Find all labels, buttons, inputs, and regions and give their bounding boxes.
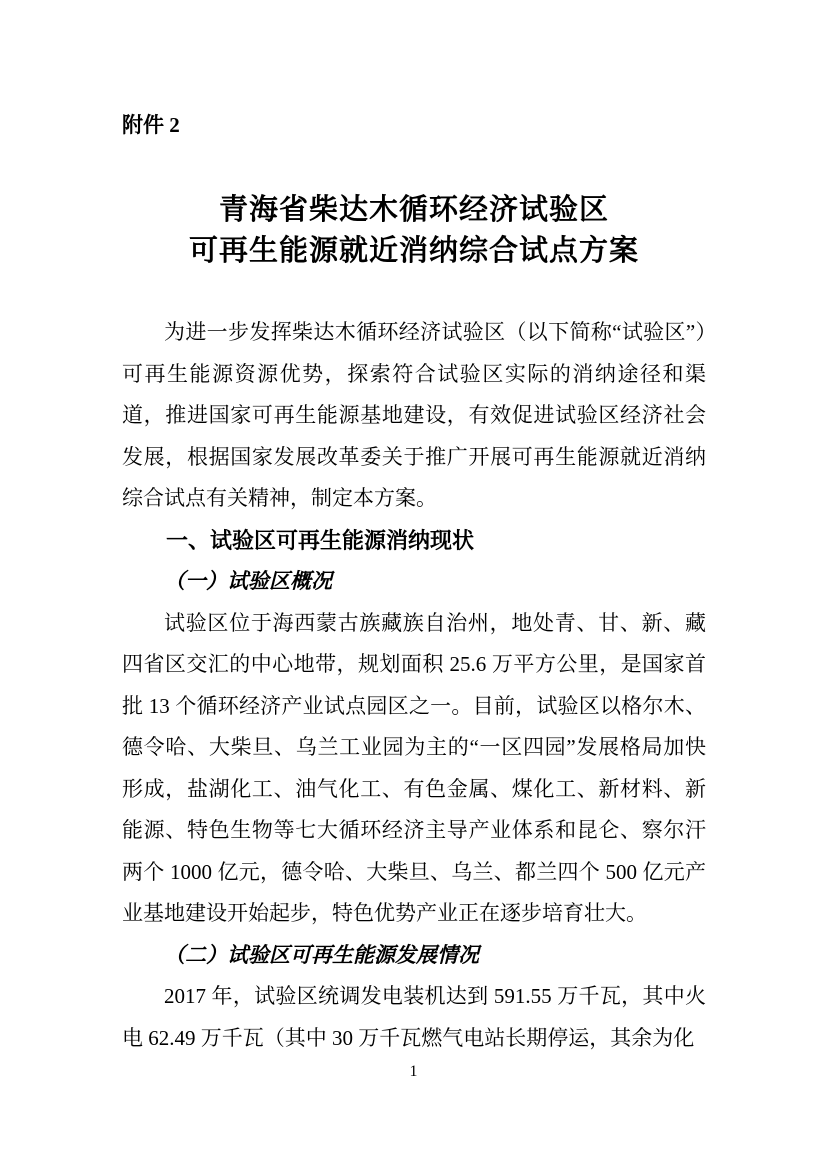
document-title-line2: 可再生能源就近消纳综合试点方案 — [188, 235, 639, 267]
document-content — [122, 112, 706, 1059]
paragraph-renewable-development: 2017 年，试验区统调发电装机达到 591.55 万千瓦，其中火电 62.49 万千瓦（其中 30 万千瓦燃气电站长期停运，其余为化 — [122, 984, 706, 1050]
subsection-heading-2: （二）试验区可再生能源发展情况 — [164, 942, 479, 967]
subsection-heading-1: （一）试验区概况 — [164, 569, 332, 593]
page-number: 1 — [409, 1063, 418, 1080]
document-body — [122, 312, 706, 1059]
paragraph-intro: 为进一步发挥柴达木循环经济试验区（以下简称“试验区”）可再生能源资源优势，探索符合试验区实际的消纳途径和渠道，推进国家可再生能源基地建设，有效促进试验区经济社会发展，根据国家发展改革委关于推广开展可再生能源就近消纳综合试点有关精神，制定本方案。 — [122, 320, 706, 510]
document-title-line1: 青海省柴达木循环经济试验区 — [218, 194, 609, 226]
paragraph-zone-overview: 试验区位于海西蒙古族藏族自治州，地处青、甘、新、藏四省区交汇的中心地带，规划面积 25.6 万平方公里，是国家首批 13 个循环经济产业试点园区之一。目前，试验区以格尔木、德令哈、大柴旦、乌兰工业园为主的“一区四园”发展格局加快形成，盐湖化工、油气化工、有色金属、煤化工、新材料、新能源、特色生物等七大循环经济主导产业体系和昆仑、察尔汗两个 1000 亿元，德令哈、大柴旦、乌兰、都兰四个 500 亿元产业基地建设开始起步，特色优势产业正在逐步培育壮大。 — [122, 610, 706, 925]
attachment-label: 附件 2 — [122, 113, 180, 137]
section-heading-1: 一、试验区可再生能源消纳现状 — [166, 527, 475, 553]
document-title — [122, 190, 706, 272]
